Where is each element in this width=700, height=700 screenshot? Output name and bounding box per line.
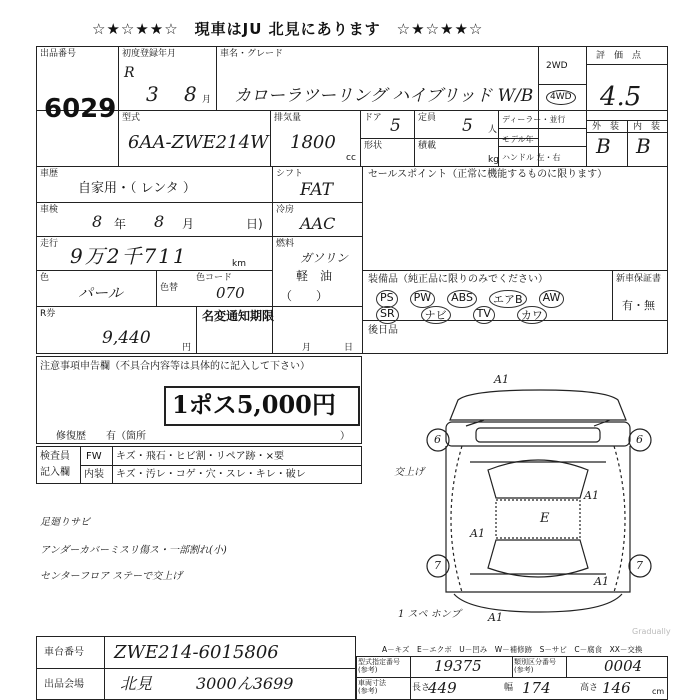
- inspector-label2: 記入欄: [40, 467, 70, 478]
- color-value: パール: [78, 284, 123, 302]
- equipment-row1-item: エアB: [489, 290, 527, 308]
- equipment-row1-item: PW: [410, 290, 436, 308]
- shape-label: 形状: [364, 141, 383, 151]
- drive-2wd: 2WD: [546, 61, 568, 71]
- inspection-label: 車検: [40, 205, 59, 215]
- history-value: 自家用・（ レンタ ）: [78, 181, 196, 196]
- mileage-value: 9万2千711: [70, 244, 188, 268]
- lot-label: 出品番号: [40, 49, 77, 59]
- venue-value: 北見: [120, 674, 153, 693]
- diag-mark-front: A1: [494, 373, 509, 386]
- lot-number: 6029: [44, 94, 117, 124]
- history-label: 車歴: [40, 169, 59, 179]
- shift-label: シフト: [276, 169, 304, 179]
- diag-mark-rear: A1: [488, 611, 503, 624]
- aircon-value: AAC: [300, 214, 336, 233]
- remark-2: アンダーカバーミスリ傷ス・一部割れ(小): [40, 545, 227, 556]
- displacement-label: 排気量: [274, 113, 302, 123]
- diag-pump-note: 1 スペ ホンプ: [398, 609, 461, 620]
- fuel-paren: （ ）: [280, 289, 329, 303]
- warranty-value: 有・無: [622, 299, 655, 312]
- first-reg-label: 初度登録年月: [122, 49, 177, 59]
- color-label: 色: [40, 273, 50, 283]
- dims-len: 449: [428, 679, 457, 697]
- class-num-value: 0004: [604, 657, 643, 675]
- spec-num-label: 型式指定番号 (参考): [358, 658, 400, 674]
- watermark: Gradually: [632, 627, 671, 636]
- equipment-row-2: [376, 306, 547, 324]
- recycle-value: 9,440: [102, 328, 151, 348]
- drive-4wd: 4WD: [546, 90, 576, 105]
- doors-label: ドア: [364, 113, 382, 123]
- diag-mark-fl-wheel: 6: [434, 433, 441, 446]
- diag-mark-rear-right: A1: [594, 575, 609, 588]
- exterior-label: 外 装: [592, 122, 620, 132]
- inspection-year-unit: 年: [114, 217, 127, 231]
- car-name-value: カローラツーリング ハイブリッド W/B: [234, 86, 534, 106]
- inspector-inner: 内装: [84, 469, 104, 480]
- displacement-unit: cc: [346, 153, 356, 163]
- first-reg-month: 8: [184, 82, 197, 106]
- spec-num-value: 19375: [434, 657, 482, 675]
- equipment-row2-item: TV: [473, 306, 495, 324]
- tax-notice-month: 月: [302, 343, 312, 353]
- banner-title: ☆★☆★★☆ 現車はJU 北見にあります ☆★☆★★☆: [92, 20, 484, 38]
- dims-width: 174: [522, 679, 551, 697]
- diag-mark-left: A1: [470, 527, 485, 540]
- diag-mark-roof: E: [540, 511, 550, 526]
- class-num-label: 類別区分番号 (参考): [514, 658, 556, 674]
- equipment-row1-item: ABS: [447, 290, 477, 308]
- diag-mark-rr-wheel: 7: [636, 559, 643, 572]
- fuel-value1: ガソリン: [300, 251, 349, 265]
- doors-value: 5: [390, 116, 401, 136]
- damage-legend: A－キズ E－エクボ U－凹み W－補修跡 S－サビ C－腐食 XX－交換: [382, 645, 643, 654]
- equipment-row2-item: ナビ: [421, 306, 451, 324]
- equipment-row1-item: PS: [376, 290, 398, 308]
- venue-label: 出品会場: [44, 679, 84, 690]
- remark-3: センターフロア ステーで交上げ: [40, 571, 183, 582]
- capacity-label: 定員: [418, 113, 437, 123]
- venue-serial: 3000ん3699: [196, 674, 294, 693]
- tax-notice-label: 名変通知期限: [202, 309, 275, 323]
- mileage-label: 走行: [40, 239, 59, 249]
- dims-label: 車両寸法 (参考): [358, 679, 386, 695]
- diag-side-note: 交上げ: [394, 467, 424, 478]
- color-code-label: 色コード: [196, 273, 233, 283]
- diag-mark-right: A1: [584, 489, 599, 502]
- color-change-label: 色替: [160, 283, 179, 293]
- color-code-value: 070: [216, 284, 245, 302]
- exterior-value: B: [596, 134, 611, 158]
- dims-len-label: 長さ: [412, 683, 431, 693]
- first-reg-year: 3: [146, 82, 159, 106]
- handle-label: ハンドル 左・右: [502, 153, 561, 162]
- score-label: 評 価 点: [596, 51, 642, 61]
- model-year-label: モデル年: [502, 135, 534, 144]
- equipment-label: 装備品（純正品に限りのみでください）: [368, 274, 548, 285]
- recycle-label: R券: [40, 309, 56, 319]
- diag-mark-fr-wheel: 6: [636, 433, 643, 446]
- warranty-label: 新車保証書: [616, 274, 662, 284]
- inspector-label1: 検査員: [40, 451, 70, 462]
- chassis-value: ZWE214-6015806: [114, 642, 279, 663]
- inspection-month-unit: 月: [182, 217, 195, 231]
- dims-unit: cm: [652, 687, 665, 696]
- interior-value: B: [636, 134, 651, 158]
- repair-close: ）: [340, 431, 350, 442]
- dims-height-label: 高さ: [580, 683, 599, 693]
- repair-label: 修復歴 有（箇所: [56, 431, 146, 442]
- inspector-inner-items: キズ・汚レ・コゲ・穴・スレ・キレ・破レ: [116, 469, 306, 480]
- notes-label: 注意事項申告欄（不具合内容等は具体的に記入して下さい）: [40, 361, 310, 372]
- car-name-label: 車名・グレード: [220, 49, 284, 59]
- interior-label: 内 装: [633, 122, 661, 132]
- displacement-value: 1800: [290, 132, 336, 153]
- chassis-label: 車台番号: [44, 647, 84, 658]
- dealer-label: ディーラー・並行: [502, 115, 566, 124]
- recycle-unit: 円: [182, 343, 192, 353]
- inspection-year: 8: [92, 212, 103, 231]
- fuel-label: 燃料: [276, 239, 295, 249]
- inspector-fw-items: キズ・飛石・ヒビ割・リペア跡・×要: [116, 451, 284, 462]
- inspector-fw: FW: [86, 451, 102, 462]
- diag-mark-rl-wheel: 7: [434, 559, 441, 572]
- equipment-row1-item: AW: [539, 290, 565, 308]
- equipment-row2-item: カワ: [517, 306, 547, 324]
- aircon-label: 冷房: [276, 205, 295, 215]
- capacity-value: 5: [462, 116, 473, 136]
- dims-height: 146: [602, 679, 631, 697]
- fuel-value2: 軽 油: [296, 269, 333, 283]
- tax-notice-day: 日: [344, 343, 354, 353]
- rear-seat-label: 後日品: [368, 325, 398, 336]
- model-label: 型式: [122, 113, 141, 123]
- inspection-month: 8: [154, 212, 165, 231]
- shift-value: FAT: [300, 180, 334, 200]
- dims-width-label: 幅: [504, 683, 514, 693]
- score-value: 4.5: [600, 82, 642, 112]
- capacity-unit: 人: [488, 125, 498, 135]
- first-reg-month-unit: 月: [202, 95, 212, 105]
- sales-points-label: セールスポイント（正常に機能するものに限ります）: [368, 169, 608, 180]
- equipment-row2-item: SR: [376, 306, 399, 324]
- remark-1: 足廻りサビ: [40, 517, 90, 528]
- first-reg-era: R: [124, 65, 135, 81]
- inspection-day-unit: 日): [246, 217, 263, 231]
- mileage-unit: km: [232, 259, 246, 269]
- notes-stamp: 1ポス5,000円: [172, 390, 336, 419]
- load-unit: kg: [488, 155, 499, 165]
- load-label: 積載: [418, 141, 437, 151]
- model-value: 6AA-ZWE214W: [128, 132, 269, 153]
